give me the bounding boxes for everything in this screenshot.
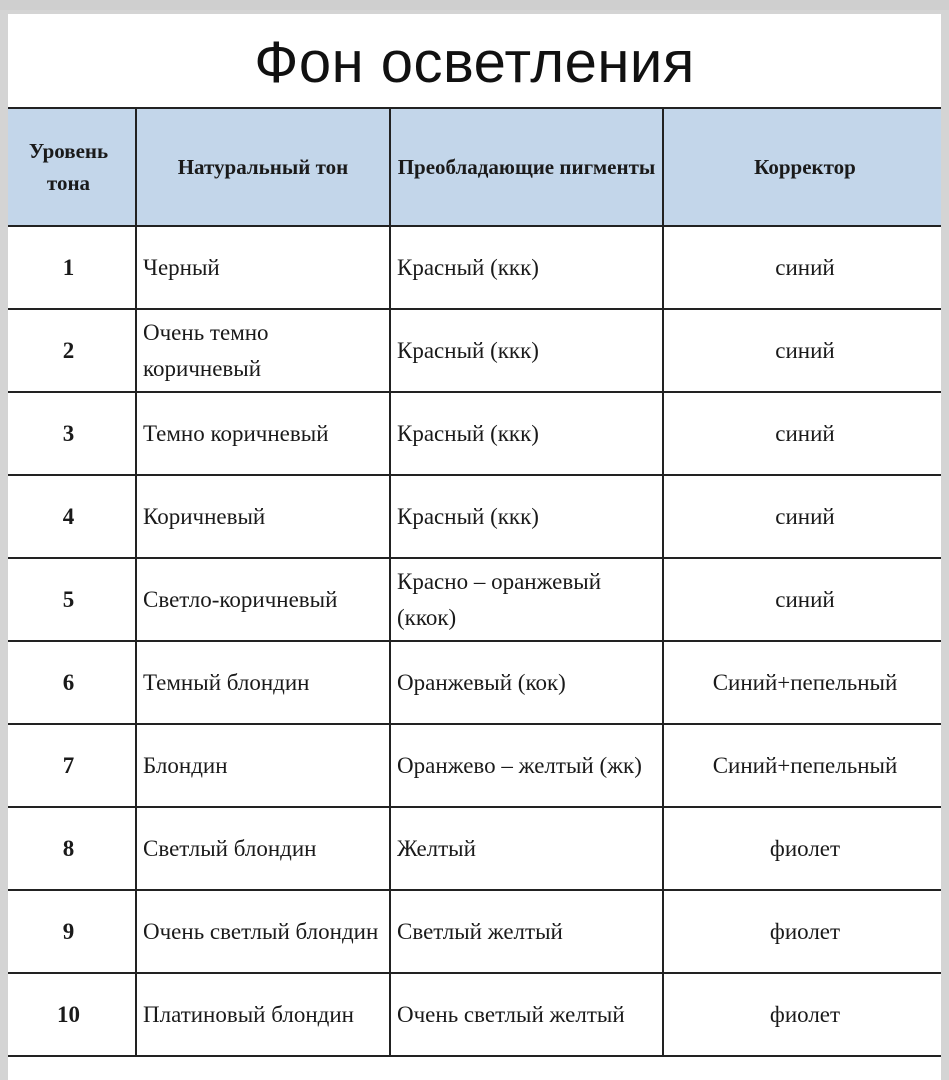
cell-natural-tone: Черный (136, 226, 390, 309)
cell-natural-tone: Светло-коричневый (136, 558, 390, 641)
table-header-row (8, 108, 941, 226)
cell-corrector: Синий+пепельный (663, 641, 941, 724)
cell-natural-tone: Блондин (136, 724, 390, 807)
cell-corrector: синий (663, 226, 941, 309)
cell-corrector: синий (663, 475, 941, 558)
cell-natural-tone: Очень светлый блондин (136, 890, 390, 973)
cell-level: 3 (8, 392, 136, 475)
table-row (8, 641, 941, 724)
top-edge (0, 0, 949, 10)
cell-natural-tone: Коричневый (136, 475, 390, 558)
table-row (8, 475, 941, 558)
cell-pigments: Красный (ккк) (390, 226, 663, 309)
cell-pigments: Светлый желтый (390, 890, 663, 973)
cell-corrector: фиолет (663, 973, 941, 1056)
table-row (8, 973, 941, 1056)
cell-natural-tone: Темный блондин (136, 641, 390, 724)
header-natural-tone: Натуральный тон (136, 108, 390, 226)
cell-pigments: Очень светлый желтый (390, 973, 663, 1056)
header-level: Уровень тона (8, 108, 136, 226)
table-row (8, 890, 941, 973)
cell-pigments: Оранжевый (кок) (390, 641, 663, 724)
table-row (8, 558, 941, 641)
cell-natural-tone: Светлый блондин (136, 807, 390, 890)
cell-pigments: Красный (ккк) (390, 392, 663, 475)
cell-level: 6 (8, 641, 136, 724)
table-row (8, 724, 941, 807)
table-row (8, 309, 941, 392)
table-row (8, 226, 941, 309)
cell-natural-tone: Очень темно коричневый (136, 309, 390, 392)
page-title: Фон осветления (254, 30, 695, 95)
cell-corrector: синий (663, 309, 941, 392)
cell-corrector: фиолет (663, 807, 941, 890)
cell-level: 10 (8, 973, 136, 1056)
cell-level: 9 (8, 890, 136, 973)
cell-corrector: синий (663, 392, 941, 475)
cell-level: 7 (8, 724, 136, 807)
cell-corrector: синий (663, 558, 941, 641)
cell-corrector: Синий+пепельный (663, 724, 941, 807)
cell-natural-tone: Платиновый блондин (136, 973, 390, 1056)
cell-corrector: фиолет (663, 890, 941, 973)
table-row (8, 392, 941, 475)
table-row (8, 807, 941, 890)
cell-pigments: Красно – оранжевый (ккок) (390, 558, 663, 641)
cell-level: 4 (8, 475, 136, 558)
cell-pigments: Оранжево – желтый (жк) (390, 724, 663, 807)
header-corrector: Корректор (663, 108, 941, 226)
cell-pigments: Красный (ккк) (390, 475, 663, 558)
cell-pigments: Желтый (390, 807, 663, 890)
lightening-table (8, 107, 941, 1057)
cell-level: 2 (8, 309, 136, 392)
document-sheet (8, 14, 941, 1080)
header-pigments: Преобладающие пигменты (390, 108, 663, 226)
cell-level: 5 (8, 558, 136, 641)
cell-pigments: Красный (ккк) (390, 309, 663, 392)
cell-level: 8 (8, 807, 136, 890)
cell-natural-tone: Темно коричневый (136, 392, 390, 475)
cell-level: 1 (8, 226, 136, 309)
